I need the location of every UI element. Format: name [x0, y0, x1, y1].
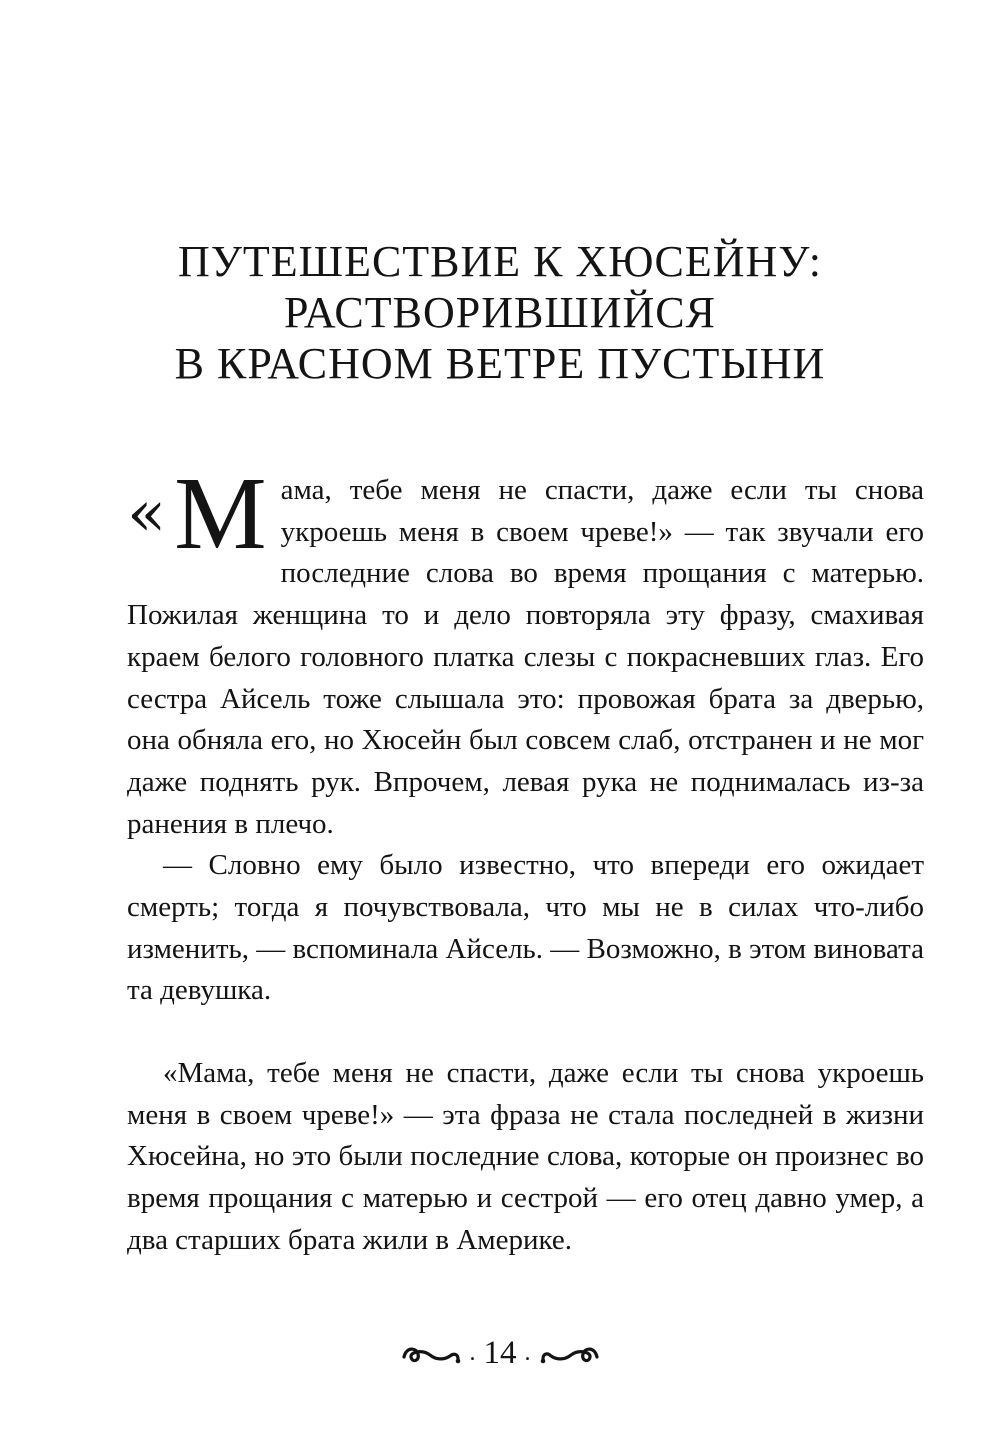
footer-dot-right: . [524, 1340, 531, 1366]
page-number: 14 [483, 1335, 517, 1371]
flourish-left-icon [400, 1339, 462, 1367]
page-footer [0, 1333, 1000, 1373]
chapter-title-line-3: В КРАСНОМ ВЕТРЕ ПУСТЫНИ [174, 339, 826, 388]
drop-cap-letter: М [174, 456, 267, 571]
flourish-right-icon [539, 1339, 601, 1367]
chapter-title-line-1: ПУТЕШЕСТВИЕ К ХЮСЕЙНУ: [178, 237, 822, 286]
paragraph-dialogue: — Словно ему было известно, что впереди его ожидает смерть; тогда я почувствовала, что мы не в силах что-либо изменить, — вспоминала Айсель. — Возможно, в этом виновата та девушка. [127, 849, 924, 1007]
drop-cap [127, 456, 267, 571]
body-section-1 [127, 456, 924, 1012]
body-section-2 [127, 1053, 924, 1262]
paragraph-closing: «Мама, тебе меня не спасти, даже если ты снова укроешь меня в своем чреве!» — эта фраза не стала последней в жизни Хюсейна, но это были последние слова, которые он произнес во время прощания с матерью и сестрой — его отец давно умер, а два старших брата жили в Америке. [127, 1057, 924, 1256]
chapter-title-line-2: РАСТВОРИВШИЙСЯ [284, 288, 716, 337]
chapter-title [110, 236, 890, 389]
paragraph-opening [127, 456, 924, 845]
drop-cap-quote: « [127, 477, 167, 551]
footer-dot-left: . [469, 1340, 476, 1366]
paragraph-opening-text: ама, тебе меня не спасти, даже если ты снова укроешь меня в своем чреве!» — так звучали его последние слова во время прощания с матерью. Пожилая женщина то и дело повторяла эту фразу, смахивая краем белого головного платка слезы с покрасневших глаз. Его сестра Айсель тоже слышала это: провожая брата за дверью, она обняла его, но Хюсейн был совсем слаб, отстранен и не мог даже поднять рук. Впрочем, левая рука не поднималась из-за ранения в плечо. [127, 474, 924, 840]
